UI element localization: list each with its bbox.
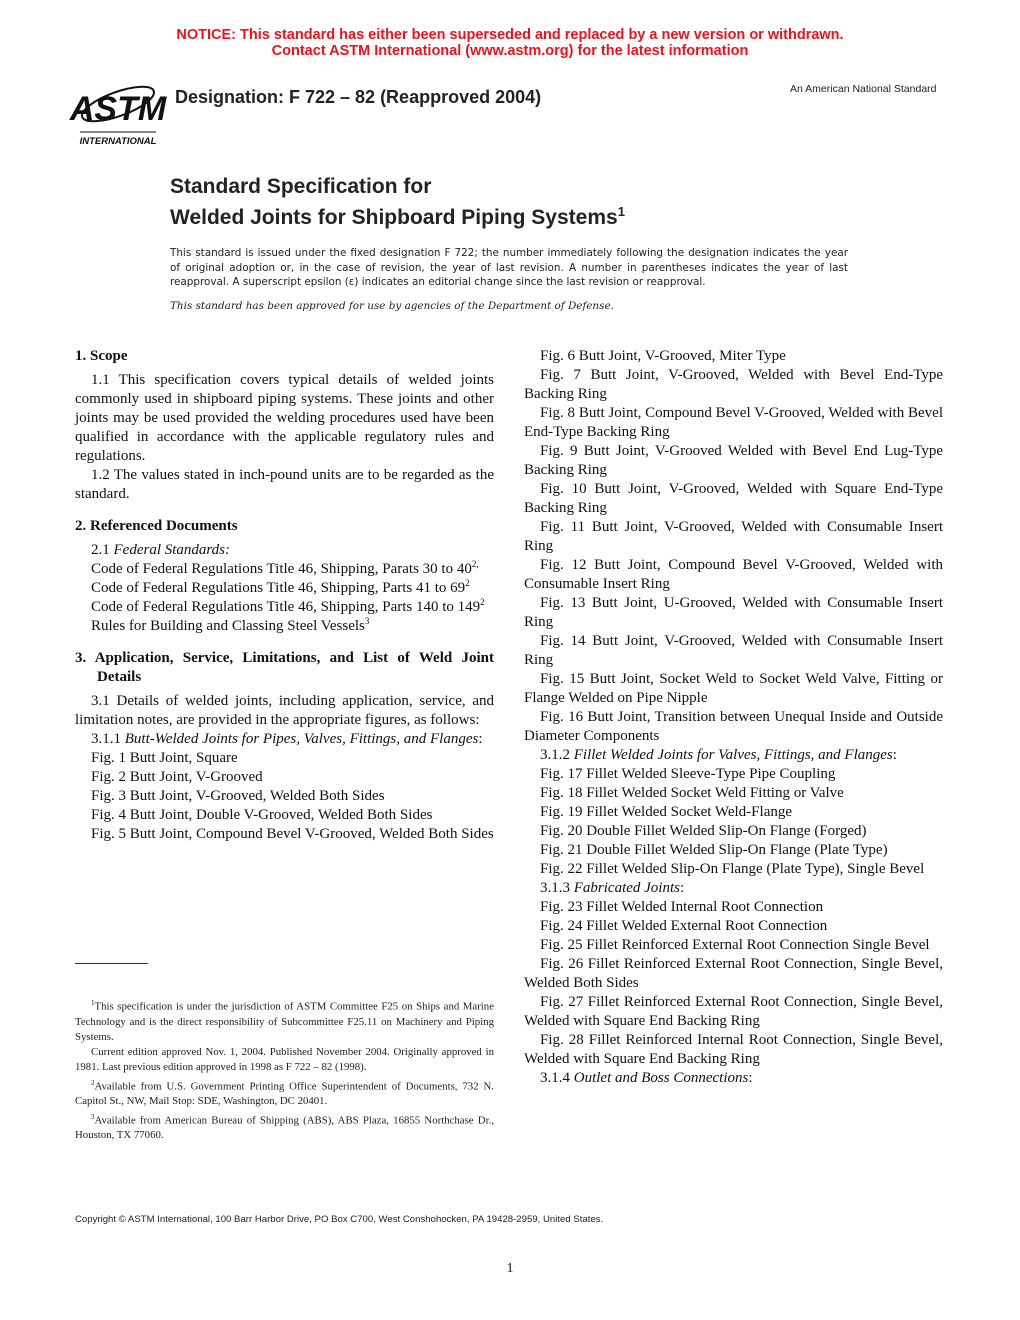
figure-list-item: [524, 860, 943, 879]
text: Fig. 26 Fillet Reinforced External Root Connection, Single Bevel, Welded Both Sides: [524, 956, 943, 991]
paragraph: [75, 466, 494, 504]
paragraph: [524, 1069, 943, 1088]
text: 1.2 The values stated in inch-pound units are to be regarded as the standard.: [75, 467, 494, 502]
text: Fig. 24 Fillet Welded External Root Connection: [540, 918, 828, 934]
text: Fig. 15 Butt Joint, Socket Weld to Socket Weld Valve, Fitting or Flange Welded on Pipe Nipple: [524, 671, 943, 706]
text: :: [748, 1070, 753, 1086]
italic-text: Federal Standards:: [113, 542, 231, 558]
text: Fig. 7 Butt Joint, V-Grooved, Welded with Bevel End-Type Backing Ring: [524, 367, 943, 402]
text: :: [478, 731, 483, 747]
reference-item: [75, 617, 494, 636]
text: Fig. 19 Fillet Welded Socket Weld-Flange: [540, 804, 793, 820]
reference-item: [75, 579, 494, 598]
italic-text: Fillet Welded Joints for Valves, Fittings, and Flanges: [573, 747, 893, 763]
text: Fig. 3 Butt Joint, V-Grooved, Welded Both Sides: [91, 788, 385, 804]
footnote: [75, 1076, 494, 1110]
intro-paragraph: This standard is issued under the fixed designation F 722; the number immediately following the designation indicates the year of original adoption or, in the case of revision, the year of last revision. A number in parentheses indicates the year of last reapproval. A superscript epsilon (ε) indicates an editorial change since the last revision or reapproval.: [170, 247, 848, 288]
text: Fig. 22 Fillet Welded Slip-On Flange (Plate Type), Single Bevel: [540, 861, 925, 877]
text: 3.1.1: [91, 731, 125, 747]
supersession-notice: [0, 27, 1020, 59]
text: 3.1.2: [540, 747, 574, 763]
designation: Designation: F 722 – 82 (Reapproved 2004): [175, 87, 542, 107]
footnote: [75, 996, 494, 1045]
svg-text:ASTM: ASTM: [69, 90, 167, 128]
astm-logo: [69, 74, 167, 148]
figure-list-item: [524, 518, 943, 556]
figure-list-item: [524, 765, 943, 784]
italic-text: Outlet and Boss Connections: [573, 1070, 749, 1086]
figure-list-item: [524, 1031, 943, 1069]
text: Code of Federal Regulations Title 46, Shipping, Parats 30 to 40: [91, 561, 472, 577]
text: Code of Federal Regulations Title 46, Shipping, Parts 140 to 149: [91, 599, 481, 615]
italic-text: Butt-Welded Joints for Pipes, Valves, Fittings, and Flanges: [124, 731, 479, 747]
figure-list-item: [75, 787, 494, 806]
footnote-ref: 2: [480, 597, 485, 607]
figure-list-item: [524, 784, 943, 803]
text: 3.1.4: [540, 1070, 574, 1086]
text: Fig. 2 Butt Joint, V-Grooved: [91, 769, 263, 785]
dod-approval-note: This standard has been approved for use by agencies of the Department of Defense.: [170, 300, 614, 312]
text: Fig. 27 Fillet Reinforced External Root Connection, Single Bevel, Welded with Square End Backing Ring: [524, 994, 943, 1029]
text: Fig. 14 Butt Joint, V-Grooved, Welded with Consumable Insert Ring: [524, 633, 943, 668]
text: Fig. 4 Butt Joint, Double V-Grooved, Welded Both Sides: [91, 807, 433, 823]
paragraph: [524, 746, 943, 765]
figure-list-item: [75, 749, 494, 768]
text: 2. Referenced Documents: [75, 518, 238, 534]
text: 3.1 Details of welded joints, including application, service, and limitation notes, are provided in the appropriate figures, as follows:: [75, 693, 494, 728]
figure-list-item: [524, 594, 943, 632]
footnote-ref: 3: [364, 616, 370, 626]
title-line-2: Welded Joints for Shipboard Piping Systems: [170, 206, 618, 229]
text: Code of Federal Regulations Title 46, Shipping, Parts 41 to 69: [91, 580, 466, 596]
footnote-text: Current edition approved Nov. 1, 2004. Published November 2004. Originally approved in 1981. Last previous edition approved in 1998 as F 722 – 82 (1998).: [75, 1046, 494, 1074]
figure-list-item: [524, 442, 943, 480]
text: 1.1 This specification covers typical details of welded joints commonly used in shipboard piping systems. These joints and other joints may be used provided the welding procedures used have been qualified in accordance with the applicable regulatory rules and regulations.: [75, 372, 494, 464]
svg-text:INTERNATIONAL: INTERNATIONAL: [79, 136, 157, 147]
section-heading: [75, 649, 494, 687]
paragraph: [75, 371, 494, 466]
footnote-divider: [75, 963, 148, 964]
text: Fig. 10 Butt Joint, V-Grooved, Welded with Square End-Type Backing Ring: [524, 481, 943, 516]
title-footnote-ref: 1: [617, 204, 625, 219]
text: Fig. 9 Butt Joint, V-Grooved Welded with Bevel End Lug-Type Backing Ring: [524, 443, 943, 478]
section-heading: [75, 517, 494, 536]
footnote-number: 1: [91, 999, 95, 1007]
figure-list-item: [524, 898, 943, 917]
figure-list-item: [524, 936, 943, 955]
text: Fig. 6 Butt Joint, V-Grooved, Miter Type: [540, 348, 786, 364]
text: Fig. 1 Butt Joint, Square: [91, 750, 238, 766]
footnote: [75, 1110, 494, 1144]
left-column: [75, 347, 494, 844]
text: Fig. 17 Fillet Welded Sleeve-Type Pipe Coupling: [540, 766, 836, 782]
figure-list-item: [524, 366, 943, 404]
text: Fig. 8 Butt Joint, Compound Bevel V-Grooved, Welded with Bevel End-Type Backing Ring: [524, 405, 943, 440]
document-title: [170, 174, 625, 230]
text: Fig. 23 Fillet Welded Internal Root Connection: [540, 899, 824, 915]
figure-list-item: [524, 993, 943, 1031]
text: Fig. 12 Butt Joint, Compound Bevel V-Grooved, Welded with Consumable Insert Ring: [524, 557, 943, 592]
text: 3. Application, Service, Limitations, and List of Weld Joint Details: [75, 650, 494, 685]
text: :: [679, 880, 685, 896]
text: 1. Scope: [75, 348, 128, 364]
footnote-text: Available from American Bureau of Shipping (ABS), ABS Plaza, 16855 Northchase Dr., Houston, TX 77060.: [75, 1114, 494, 1142]
text: Fig. 28 Fillet Reinforced Internal Root Connection, Single Bevel, Welded with Square End Backing Ring: [524, 1032, 943, 1067]
figure-list-item: [524, 841, 943, 860]
paragraph: [75, 730, 494, 749]
figure-list-item: [524, 556, 943, 594]
text: Fig. 18 Fillet Welded Socket Weld Fitting or Valve: [540, 785, 844, 801]
figure-list-item: [75, 768, 494, 787]
text: Rules for Building and Classing Steel Vessels: [91, 618, 365, 634]
text: 3.1.3: [540, 880, 574, 896]
page-number: 1: [506, 1261, 514, 1276]
footnote-ref: 2: [465, 578, 470, 588]
american-national-standard-label: An American National Standard: [790, 83, 937, 95]
footnote-text: Available from U.S. Government Printing Office Superintendent of Documents, 732 N. Capitol St., NW, Mail Stop: SDE, Washington, DC 20401.: [75, 1080, 494, 1108]
footnote-text: This specification is under the jurisdiction of ASTM Committee F25 on Ships and Marine Technology and is the direct responsibility of Subcommittee F25.11 on Machinery and Piping Systems.: [75, 1000, 494, 1043]
paragraph: [75, 541, 494, 560]
figure-list-item: [524, 803, 943, 822]
notice-line-1: NOTICE: This standard has either been superseded and replaced by a new version or withdrawn.: [176, 27, 844, 43]
footnote-ref: 2,: [471, 559, 479, 569]
text: Fig. 25 Fillet Reinforced External Root Connection Single Bevel: [540, 937, 930, 953]
figure-list-item: [524, 822, 943, 841]
text: 2.1: [91, 542, 114, 558]
figure-list-item: [524, 404, 943, 442]
section-heading: [75, 347, 494, 366]
figure-list-item: [524, 955, 943, 993]
figure-list-item: [75, 825, 494, 844]
figure-list-item: [524, 917, 943, 936]
reference-item: [75, 598, 494, 617]
text: Fig. 21 Double Fillet Welded Slip-On Flange (Plate Type): [540, 842, 888, 858]
footnote-number: 3: [91, 1112, 95, 1121]
text: :: [892, 747, 897, 763]
paragraph: [524, 879, 943, 898]
footnote: [75, 1045, 494, 1075]
title-line-1: Standard Specification for: [170, 175, 432, 198]
footnote-number: 2: [91, 1078, 95, 1087]
italic-text: Fabricated Joints: [573, 880, 680, 896]
text: Fig. 13 Butt Joint, U-Grooved, Welded with Consumable Insert Ring: [524, 595, 943, 630]
figure-list-item: [524, 480, 943, 518]
notice-line-2: Contact ASTM International (www.astm.org) for the latest information: [271, 43, 749, 59]
figure-list-item: [524, 347, 943, 366]
right-column: [524, 347, 943, 1088]
text: Fig. 5 Butt Joint, Compound Bevel V-Grooved, Welded Both Sides: [91, 826, 494, 842]
copyright: Copyright © ASTM International, 100 Barr Harbor Drive, PO Box C700, West Conshohocken, PA 19428-2959, United States.: [75, 1214, 604, 1225]
footnotes: [75, 996, 494, 1144]
text: Fig. 20 Double Fillet Welded Slip-On Flange (Forged): [540, 823, 867, 839]
figure-list-item: [524, 670, 943, 708]
text: Fig. 11 Butt Joint, V-Grooved, Welded with Consumable Insert Ring: [524, 519, 943, 554]
figure-list-item: [524, 632, 943, 670]
figure-list-item: [524, 708, 943, 746]
paragraph: [75, 692, 494, 730]
text: Fig. 16 Butt Joint, Transition between Unequal Inside and Outside Diameter Components: [524, 709, 943, 744]
reference-item: [75, 560, 494, 579]
figure-list-item: [75, 806, 494, 825]
